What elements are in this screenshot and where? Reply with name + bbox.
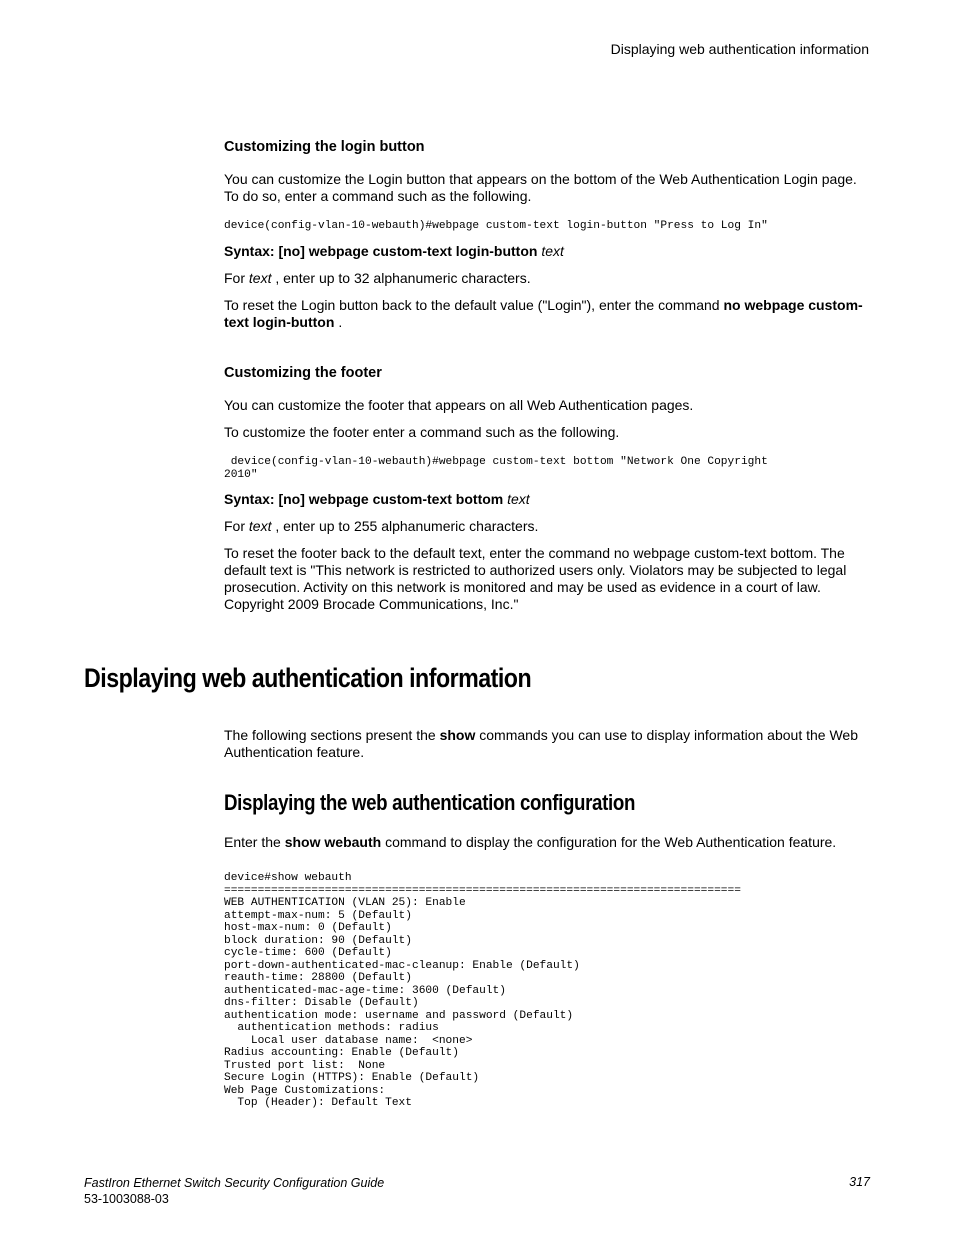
main-intro-prefix: The following sections present the (224, 727, 436, 743)
footer-syntax-arg: text (507, 491, 530, 507)
login-syntax-command: Syntax: [no] webpage custom-text login-button (224, 242, 538, 259)
login-for-prefix: For (224, 269, 245, 286)
page-footer-left (84, 1175, 384, 1207)
login-reset-end: . (338, 313, 343, 330)
footer-code: device(config-vlan-10-webauth)#webpage custom-text bottom "Network One Copyright 2010" (224, 456, 768, 481)
main-intro-text (224, 727, 874, 761)
config-output-code: device#show webauth ============================================================================= WEB AUTHENTICATION (VLAN 25): Enable attempt-max-num: 5 (Default) host-max-num: 0 (Default) block duration: 90 (Default) cycle-time: 600 (Default) port-down-authenticated-mac-cleanup: Enable (Default) reauth-time: 28800 (Default) authenticated-mac-age-time: 3600 (Default) dns-filter: Disable (Default) authentication mode: username and password (Default) authentication methods: radius Local user database name: <none> Radius accounting: Enable (Default) Trusted port list: None Secure Login (HTTPS): Enable (Default) Web Page Customizations: Top (Header): Default Text (224, 872, 741, 1109)
config-section (224, 834, 874, 1110)
page-number: 317 (849, 1175, 870, 1189)
footer-for (224, 518, 874, 535)
login-heading: Customizing the login button (224, 139, 425, 155)
footer-heading: Customizing the footer (224, 365, 382, 381)
footer-instruction: To customize the footer enter a command such as the following. (224, 424, 620, 440)
login-for-arg: text (248, 269, 272, 286)
login-reset-command: no webpage custom-text login-button (224, 296, 863, 330)
main-intro-command: show (439, 727, 476, 743)
main-intro (224, 727, 874, 761)
footer-for-arg: text (248, 518, 272, 534)
config-intro (224, 834, 874, 851)
subsection-title: Displaying the web authentication configuration (224, 790, 636, 815)
footer-intro: You can customize the footer that appears on all Web Authentication pages. (224, 397, 694, 413)
footer-syntax (224, 491, 874, 508)
guide-title: FastIron Ethernet Switch Security Configuration Guide (84, 1176, 385, 1190)
footer-customization-section (224, 365, 874, 613)
login-intro: You can customize the Login button that appears on the bottom of the Web Authentication Login page. To do so, enter a command such as the following. (224, 171, 857, 204)
footer-syntax-command: Syntax: [no] webpage custom-text bottom (224, 491, 504, 507)
doc-number: 53-1003088-03 (84, 1192, 169, 1206)
footer-for-suffix: , enter up to 255 alphanumeric characters. (275, 518, 539, 534)
login-reset (224, 297, 874, 331)
running-header: Displaying web authentication information (610, 41, 869, 57)
footer-for-prefix: For (224, 518, 245, 534)
login-syntax (224, 243, 874, 260)
config-intro-prefix: Enter the (224, 834, 281, 850)
config-intro-command: show webauth (284, 834, 382, 850)
login-reset-text: To reset the Login button back to the default value ("Login"), enter the command (224, 296, 720, 313)
login-section (224, 139, 874, 331)
footer-reset: To reset the footer back to the default text, enter the command no webpage custom-text bottom. The default text is "This network is restricted to authorized users only. Violators may be subjected to legal prosecution. Activity on this network is monitored and may be used as evidence in a court of law. Copyright 2009 Brocade Communications, Inc." (224, 545, 847, 612)
login-syntax-arg: text (541, 242, 564, 259)
section-title: Displaying web authentication information (84, 663, 532, 693)
login-code: device(config-vlan-10-webauth)#webpage custom-text login-button "Press to Log In" (224, 220, 768, 232)
login-for (224, 270, 874, 287)
config-intro-suffix: command to display the configuration for the Web Authentication feature. (385, 834, 837, 850)
main-intro-suffix: commands you can use to display information about the Web Authentication feature. (224, 727, 858, 760)
login-for-suffix: , enter up to 32 alphanumeric characters. (275, 269, 531, 286)
